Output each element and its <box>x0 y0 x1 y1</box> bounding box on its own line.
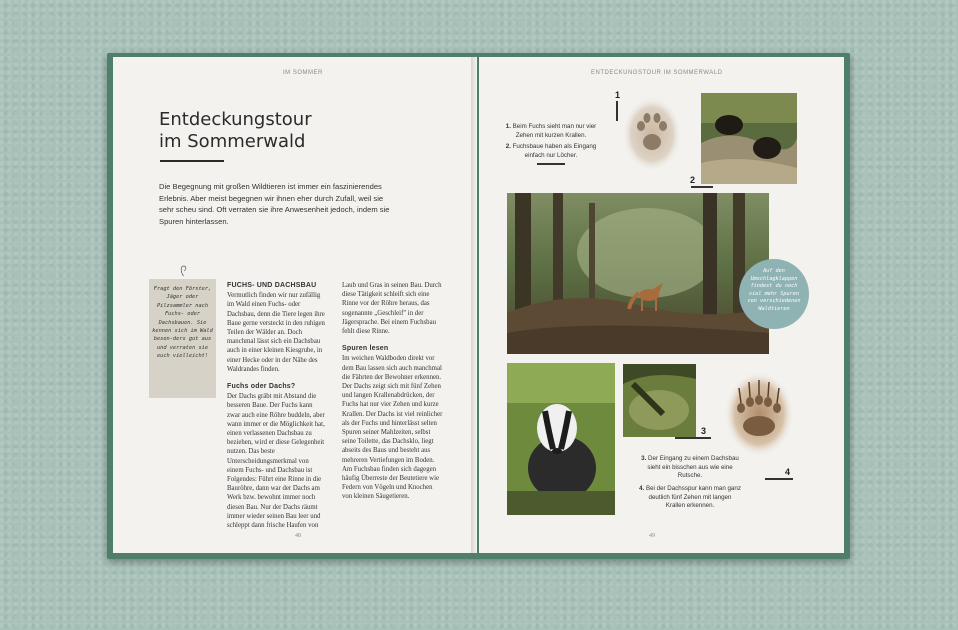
page-number-right: 49 <box>649 533 655 539</box>
right-page <box>479 57 844 553</box>
figure-number-3: 3 <box>701 426 707 436</box>
caption-rule <box>537 163 565 165</box>
section-heading: FUCHS- UND DACHSBAU <box>227 282 317 289</box>
sticky-note <box>149 279 216 398</box>
subheading: Fuchs oder Dachs? <box>227 383 296 391</box>
open-book <box>107 53 850 559</box>
figure-rule <box>675 437 711 439</box>
fox-in-forest-photo <box>507 193 769 354</box>
info-bubble <box>739 259 809 329</box>
badger-photo <box>507 363 615 515</box>
title-line-2: im Sommerwald <box>159 131 306 152</box>
figure-number-4: 4 <box>785 467 791 477</box>
badger-track-image <box>723 370 795 458</box>
paragraph: Vermutlich finden wir nur zufällig im Wald einen Fuchs- oder Dachsbau, denn die Tiere legen ihre Baue gerne versteckt in den ruhigen Teilen der Wälder an. Doch manchmal lässt sich ein Dachsbau auch in einer kleinen Kiesgrube, in einer Hecke oder in der Nähe des Waldrandes finden. <box>227 292 325 373</box>
fox-den-photo <box>701 93 797 184</box>
sticky-note-text: Fragt den Förster, Jäger oder Pilzsammler nach Fuchs- oder Dachsbauen. Sie kennen sich im Wald beson-ders gut aus und verraten sie euch vielleicht! <box>152 286 213 360</box>
caption-2: 2. Fuchsbaue haben als Eingang einfach nur Löcher. <box>505 143 597 159</box>
text-column-1 <box>227 281 327 534</box>
running-head-right: ENTDECKUNGSTOUR IM SOMMERWALD <box>591 70 723 76</box>
info-bubble-text: Auf den Umschlagklappen findest du noch viel mehr Spuren von verschiedenen Waldtieren <box>747 268 801 312</box>
figure-number-2: 2 <box>690 175 696 185</box>
figure-rule <box>765 478 793 480</box>
paragraph: Laub und Gras in seinen Bau. Durch diese Tätigkeit schleift sich eine Rinne vor der Röhre heraus, das sogenannte „Geschleif" in der Jägersprache. Bei einem Fuchsbau fehlt diese Rinne. <box>342 282 442 336</box>
subheading: Spuren lesen <box>342 345 389 353</box>
caption-4: 4. Bei der Dachsspur kann man ganz deutlich fünf Zehen mit langen Krallen erkennen. <box>639 485 741 510</box>
title-line-1: Entdeckungstour <box>159 109 312 130</box>
text-column-2 <box>342 281 444 506</box>
pin-icon <box>179 265 188 277</box>
page-number-left: 48 <box>295 533 301 539</box>
fox-track-image <box>621 94 683 172</box>
page-title <box>159 109 312 153</box>
figure-rule <box>616 101 618 121</box>
running-head-left: IM SOMMER <box>283 70 323 76</box>
badger-den-photo <box>623 364 696 437</box>
paragraph: Im weichen Waldboden direkt vor dem Bau lassen sich auch manchmal die Fährten der Bewohner erkennen. Der Dachs zeigt sich mit fünf Zehen und langen Krallenabdrücken, der Fuchs hat nur vier Zehen und kurze Krallen. Der Dachs ist viel reinlicher als der Fuchs und hinterlässt selten Spuren seiner Mahlzeiten, selbst seine Toilette, das Dachsklo, liegt abseits des Baus und besteht aus mehreren Vertiefungen im Boden. Am Fuchsbau finden sich dagegen häufig Überreste der Beutetiere wie Federn von Vögeln und Knochen von kleinen Säugetieren. <box>342 355 443 501</box>
caption-3: 3. Der Eingang zu einem Dachsbau sieht ein bisschen aus wie eine Rutsche. <box>641 455 739 480</box>
paragraph: Der Dachs gräbt mit Abstand die besseren Baue. Der Fuchs kann zwar auch eine Röhre buddeln, aber wann immer er die Möglichkeit hat, einen verlassenen Dachsbau zu beziehen, wird er diese Gelegenheit nutzen. Das beste Unterscheidungsmerkmal von einem Fuchs- und Dachsbau ist Folgendes: Führt eine Rinne in die Bauröhre, dann war der Dachs am Werk bzw. bewohnt immer noch diesen Bau. Nur der Dachs räumt immer wieder seinen Bau leer und schleppt dann frische Haufen von <box>227 393 325 530</box>
figure-number-1: 1 <box>615 90 621 100</box>
left-page <box>113 57 477 553</box>
figure-rule <box>691 186 713 188</box>
intro-paragraph: Die Begegnung mit großen Wildtieren ist immer ein faszinierendes Erlebnis. Aber meist begegnen wir ihnen eher durch Zufall, weil sie sehr scheu sind. Oft verraten sie ihre Anwesenheit jedoch, indem sie Spuren hinterlassen. <box>159 182 390 226</box>
title-underline <box>160 160 224 162</box>
caption-1: 1. Beim Fuchs sieht man nur vier Zehen mit kurzen Krallen. <box>505 123 597 139</box>
